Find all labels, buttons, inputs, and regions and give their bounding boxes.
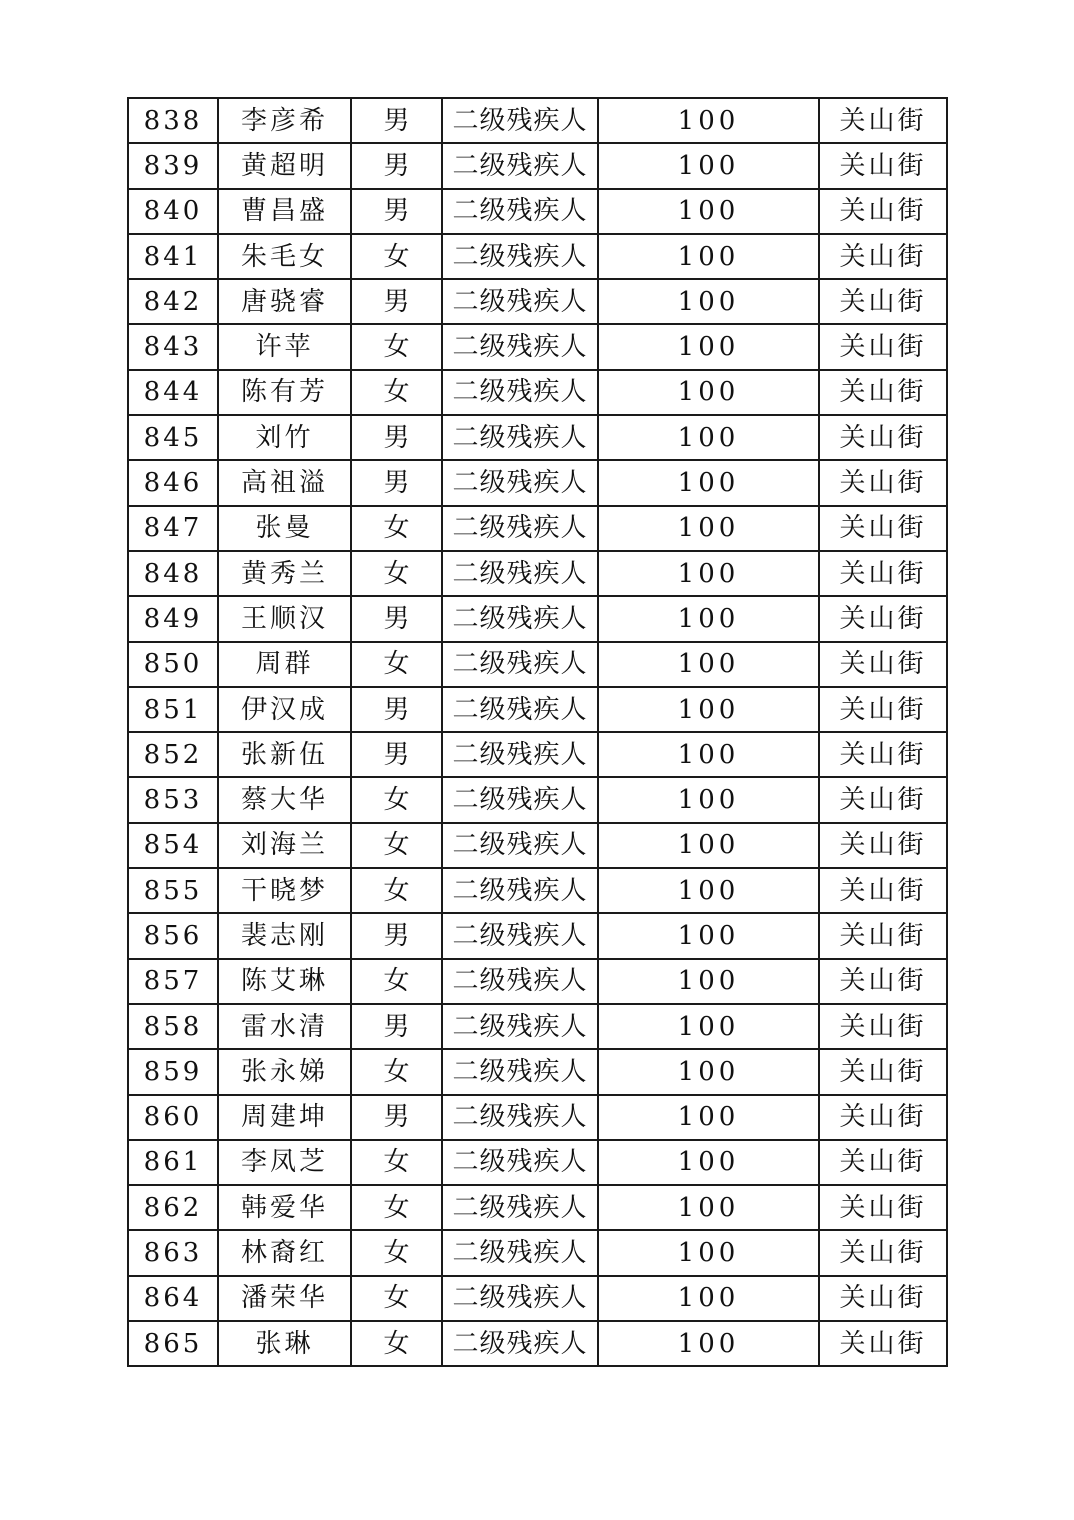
category-cell: 二级残疾人 (442, 1185, 598, 1230)
gender-cell: 女 (351, 324, 442, 369)
row-number-cell: 845 (128, 415, 218, 460)
amount-cell: 100 (598, 1276, 819, 1321)
row-number-cell: 858 (128, 1004, 218, 1049)
name-cell: 周群 (218, 642, 351, 687)
category-cell: 二级残疾人 (442, 777, 598, 822)
name-cell: 唐骁睿 (218, 279, 351, 324)
street-cell: 关山街 (819, 506, 947, 551)
table-row (128, 1004, 947, 1049)
name-cell: 曹昌盛 (218, 189, 351, 234)
amount-cell: 100 (598, 324, 819, 369)
row-number-cell: 859 (128, 1049, 218, 1094)
table-row (128, 1140, 947, 1185)
row-number-cell: 843 (128, 324, 218, 369)
row-number-cell: 860 (128, 1095, 218, 1140)
table-row (128, 279, 947, 324)
category-cell: 二级残疾人 (442, 1276, 598, 1321)
street-cell: 关山街 (819, 732, 947, 777)
table-row (128, 415, 947, 460)
name-cell: 陈有芳 (218, 370, 351, 415)
street-cell: 关山街 (819, 279, 947, 324)
roster-table-body (128, 98, 947, 1366)
street-cell: 关山街 (819, 143, 947, 188)
name-cell: 张琳 (218, 1321, 351, 1366)
row-number-cell: 854 (128, 823, 218, 868)
row-number-cell: 848 (128, 551, 218, 596)
gender-cell: 女 (351, 868, 442, 913)
amount-cell: 100 (598, 1004, 819, 1049)
table-row (128, 551, 947, 596)
street-cell: 关山街 (819, 189, 947, 234)
amount-cell: 100 (598, 1049, 819, 1094)
table-row (128, 959, 947, 1004)
row-number-cell: 861 (128, 1140, 218, 1185)
table-row (128, 1049, 947, 1094)
name-cell: 林裔红 (218, 1230, 351, 1275)
gender-cell: 女 (351, 551, 442, 596)
street-cell: 关山街 (819, 551, 947, 596)
category-cell: 二级残疾人 (442, 279, 598, 324)
row-number-cell: 849 (128, 596, 218, 641)
gender-cell: 男 (351, 279, 442, 324)
row-number-cell: 863 (128, 1230, 218, 1275)
amount-cell: 100 (598, 913, 819, 958)
name-cell: 黄超明 (218, 143, 351, 188)
gender-cell: 女 (351, 506, 442, 551)
category-cell: 二级残疾人 (442, 551, 598, 596)
street-cell: 关山街 (819, 98, 947, 143)
category-cell: 二级残疾人 (442, 959, 598, 1004)
gender-cell: 女 (351, 959, 442, 1004)
amount-cell: 100 (598, 1095, 819, 1140)
street-cell: 关山街 (819, 1004, 947, 1049)
table-row (128, 1321, 947, 1366)
gender-cell: 男 (351, 732, 442, 777)
category-cell: 二级残疾人 (442, 868, 598, 913)
name-cell: 高祖溢 (218, 460, 351, 505)
category-cell: 二级残疾人 (442, 823, 598, 868)
gender-cell: 女 (351, 234, 442, 279)
street-cell: 关山街 (819, 642, 947, 687)
gender-cell: 男 (351, 1095, 442, 1140)
street-cell: 关山街 (819, 1140, 947, 1185)
street-cell: 关山街 (819, 370, 947, 415)
gender-cell: 男 (351, 596, 442, 641)
row-number-cell: 862 (128, 1185, 218, 1230)
row-number-cell: 856 (128, 913, 218, 958)
amount-cell: 100 (598, 823, 819, 868)
amount-cell: 100 (598, 189, 819, 234)
name-cell: 张曼 (218, 506, 351, 551)
name-cell: 张新伍 (218, 732, 351, 777)
name-cell: 朱毛女 (218, 234, 351, 279)
table-row (128, 596, 947, 641)
amount-cell: 100 (598, 1321, 819, 1366)
table-row (128, 506, 947, 551)
category-cell: 二级残疾人 (442, 642, 598, 687)
street-cell: 关山街 (819, 1321, 947, 1366)
amount-cell: 100 (598, 370, 819, 415)
name-cell: 伊汉成 (218, 687, 351, 732)
table-row (128, 1230, 947, 1275)
roster-table (127, 97, 948, 1367)
category-cell: 二级残疾人 (442, 370, 598, 415)
name-cell: 蔡大华 (218, 777, 351, 822)
table-row (128, 1185, 947, 1230)
amount-cell: 100 (598, 1185, 819, 1230)
street-cell: 关山街 (819, 460, 947, 505)
gender-cell: 女 (351, 823, 442, 868)
category-cell: 二级残疾人 (442, 460, 598, 505)
gender-cell: 男 (351, 143, 442, 188)
street-cell: 关山街 (819, 415, 947, 460)
gender-cell: 女 (351, 1276, 442, 1321)
category-cell: 二级残疾人 (442, 98, 598, 143)
gender-cell: 男 (351, 415, 442, 460)
category-cell: 二级残疾人 (442, 732, 598, 777)
row-number-cell: 852 (128, 732, 218, 777)
amount-cell: 100 (598, 551, 819, 596)
street-cell: 关山街 (819, 1185, 947, 1230)
gender-cell: 女 (351, 370, 442, 415)
street-cell: 关山街 (819, 868, 947, 913)
table-row (128, 868, 947, 913)
category-cell: 二级残疾人 (442, 1140, 598, 1185)
name-cell: 李彦希 (218, 98, 351, 143)
name-cell: 许苹 (218, 324, 351, 369)
name-cell: 王顺汉 (218, 596, 351, 641)
gender-cell: 男 (351, 460, 442, 505)
amount-cell: 100 (598, 506, 819, 551)
category-cell: 二级残疾人 (442, 234, 598, 279)
name-cell: 张永娣 (218, 1049, 351, 1094)
table-row (128, 823, 947, 868)
gender-cell: 男 (351, 913, 442, 958)
gender-cell: 男 (351, 189, 442, 234)
amount-cell: 100 (598, 868, 819, 913)
table-row (128, 324, 947, 369)
category-cell: 二级残疾人 (442, 913, 598, 958)
street-cell: 关山街 (819, 1095, 947, 1140)
amount-cell: 100 (598, 279, 819, 324)
name-cell: 干晓梦 (218, 868, 351, 913)
street-cell: 关山街 (819, 596, 947, 641)
name-cell: 韩爱华 (218, 1185, 351, 1230)
amount-cell: 100 (598, 732, 819, 777)
gender-cell: 男 (351, 687, 442, 732)
table-row (128, 98, 947, 143)
row-number-cell: 851 (128, 687, 218, 732)
name-cell: 周建坤 (218, 1095, 351, 1140)
table-row (128, 143, 947, 188)
amount-cell: 100 (598, 959, 819, 1004)
amount-cell: 100 (598, 234, 819, 279)
street-cell: 关山街 (819, 687, 947, 732)
name-cell: 黄秀兰 (218, 551, 351, 596)
street-cell: 关山街 (819, 913, 947, 958)
name-cell: 刘竹 (218, 415, 351, 460)
table-row (128, 189, 947, 234)
name-cell: 陈艾琳 (218, 959, 351, 1004)
street-cell: 关山街 (819, 1276, 947, 1321)
table-row (128, 1276, 947, 1321)
row-number-cell: 857 (128, 959, 218, 1004)
row-number-cell: 864 (128, 1276, 218, 1321)
amount-cell: 100 (598, 642, 819, 687)
street-cell: 关山街 (819, 1049, 947, 1094)
gender-cell: 女 (351, 642, 442, 687)
category-cell: 二级残疾人 (442, 687, 598, 732)
street-cell: 关山街 (819, 777, 947, 822)
row-number-cell: 839 (128, 143, 218, 188)
category-cell: 二级残疾人 (442, 1321, 598, 1366)
amount-cell: 100 (598, 98, 819, 143)
row-number-cell: 842 (128, 279, 218, 324)
amount-cell: 100 (598, 415, 819, 460)
table-row (128, 370, 947, 415)
table-row (128, 460, 947, 505)
amount-cell: 100 (598, 777, 819, 822)
row-number-cell: 841 (128, 234, 218, 279)
gender-cell: 女 (351, 1140, 442, 1185)
name-cell: 李凤芝 (218, 1140, 351, 1185)
category-cell: 二级残疾人 (442, 1004, 598, 1049)
gender-cell: 女 (351, 1230, 442, 1275)
amount-cell: 100 (598, 460, 819, 505)
row-number-cell: 855 (128, 868, 218, 913)
amount-cell: 100 (598, 1140, 819, 1185)
row-number-cell: 850 (128, 642, 218, 687)
gender-cell: 女 (351, 1321, 442, 1366)
row-number-cell: 838 (128, 98, 218, 143)
table-row (128, 234, 947, 279)
row-number-cell: 865 (128, 1321, 218, 1366)
street-cell: 关山街 (819, 324, 947, 369)
category-cell: 二级残疾人 (442, 596, 598, 641)
category-cell: 二级残疾人 (442, 1049, 598, 1094)
table-row (128, 913, 947, 958)
category-cell: 二级残疾人 (442, 189, 598, 234)
category-cell: 二级残疾人 (442, 506, 598, 551)
row-number-cell: 846 (128, 460, 218, 505)
table-row (128, 777, 947, 822)
category-cell: 二级残疾人 (442, 324, 598, 369)
row-number-cell: 847 (128, 506, 218, 551)
street-cell: 关山街 (819, 1230, 947, 1275)
amount-cell: 100 (598, 143, 819, 188)
table-row (128, 642, 947, 687)
street-cell: 关山街 (819, 234, 947, 279)
amount-cell: 100 (598, 687, 819, 732)
name-cell: 雷水清 (218, 1004, 351, 1049)
gender-cell: 女 (351, 777, 442, 822)
category-cell: 二级残疾人 (442, 415, 598, 460)
street-cell: 关山街 (819, 959, 947, 1004)
table-row (128, 732, 947, 777)
row-number-cell: 840 (128, 189, 218, 234)
amount-cell: 100 (598, 596, 819, 641)
amount-cell: 100 (598, 1230, 819, 1275)
category-cell: 二级残疾人 (442, 1095, 598, 1140)
row-number-cell: 844 (128, 370, 218, 415)
gender-cell: 男 (351, 1004, 442, 1049)
gender-cell: 女 (351, 1185, 442, 1230)
category-cell: 二级残疾人 (442, 143, 598, 188)
gender-cell: 女 (351, 1049, 442, 1094)
gender-cell: 男 (351, 98, 442, 143)
table-row (128, 1095, 947, 1140)
category-cell: 二级残疾人 (442, 1230, 598, 1275)
name-cell: 潘荣华 (218, 1276, 351, 1321)
name-cell: 刘海兰 (218, 823, 351, 868)
table-row (128, 687, 947, 732)
name-cell: 裴志刚 (218, 913, 351, 958)
street-cell: 关山街 (819, 823, 947, 868)
row-number-cell: 853 (128, 777, 218, 822)
